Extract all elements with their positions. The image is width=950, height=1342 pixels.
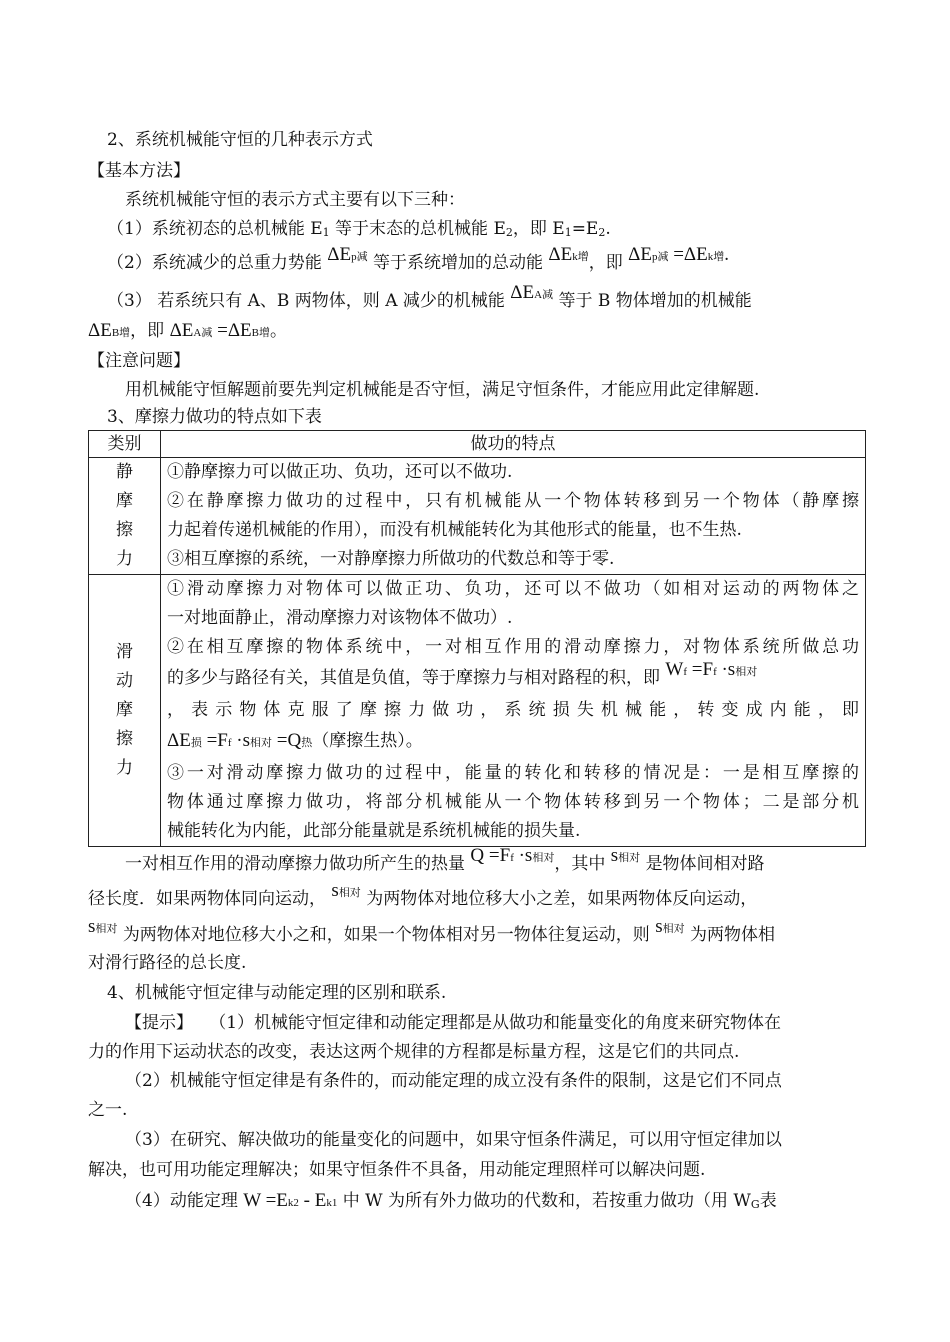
formula-delta-ep-reduce: ΔEp减 xyxy=(327,244,368,265)
formula-delta-ea-reduce: ΔEA减 xyxy=(510,282,554,303)
section-heading-2: 2、系统机械能守恒的几种表示方式 xyxy=(107,130,373,150)
item-3-line1: （3） 若系统只有 A、B 两物体，则 A 减少的机械能 ΔEA减 等于 B 物体增加的机械能 xyxy=(107,282,752,311)
table-row-sliding xyxy=(89,575,866,847)
item-3-line2: ΔEB增，即 ΔEA减 =ΔEB增。 xyxy=(88,320,287,341)
table-header-row xyxy=(89,431,866,458)
tip-line2: 力的作用下运动状态的改变，表达这两个规律的方程都是标量方程，这是它们的共同点. xyxy=(88,1042,740,1062)
item-1: （1）系统初态的总机械能 E1 等于末态的总机械能 E2，即 E1=E2. xyxy=(107,219,611,239)
notice-text: 用机械能守恒解题前要先判定机械能是否守恒，满足守恒条件，才能应用此定律解题. xyxy=(125,380,760,400)
category-static-friction: 静 摩 擦 力 xyxy=(89,458,161,575)
heat-paragraph-line3: s相对 为两物体对地位移大小之和，如果一个物体相对另一物体往复运动，则 s相对 为两物体相 xyxy=(88,916,776,945)
formula-energy-loss: ΔE损 =Ff ·s相对 =Q热 xyxy=(167,730,313,751)
formula-s-rel-1: s相对 xyxy=(610,845,641,866)
formula-kinetic-theorem: W =Ek2 - Ek1 xyxy=(243,1190,338,1211)
static-friction-features: ①静摩擦力可以做正功、负功，还可以不做功. ②在静摩擦力做功的过程中，只有机械能从一个物体转移到另一个物体（静摩擦 力起着传递机械能的作用），而没有机械能转化为其他形式的能量，也不生热. ③相互摩擦的系统，一对静摩擦力所做功的代数总和等于零. xyxy=(161,458,866,575)
heat-paragraph-line1: 一对相互作用的滑动摩擦力做功所产生的热量 Q =Ff ·s相对，其中 s相对 是物体间相对路 xyxy=(125,845,765,874)
formula-delta-eb-inc: ΔEB增 xyxy=(88,320,131,341)
formula-heat: Q =Ff ·s相对 xyxy=(470,845,555,866)
intro-text: 系统机械能守恒的表示方式主要有以下三种： xyxy=(125,190,465,210)
table-row-static xyxy=(89,458,866,575)
formula-wf: Wf =Ff ·s相对 xyxy=(665,659,758,680)
formula-s-rel-4: s相对 xyxy=(655,916,685,937)
formula-s-rel-2: s相对 xyxy=(331,880,361,901)
tip-p3-line1: （3）在研究、解决做功的能量变化的问题中，如果守恒条件满足，可以用守恒定律加以 xyxy=(125,1130,782,1150)
notice-label: 【注意问题】 xyxy=(88,351,190,371)
basic-method-label: 【基本方法】 xyxy=(88,161,190,181)
formula-s-rel-3: s相对 xyxy=(88,916,118,937)
heat-paragraph-line4: 对滑行路径的总长度. xyxy=(88,953,247,973)
formula-delta-ek-inc: ΔEk增 xyxy=(548,244,589,265)
friction-work-table xyxy=(88,430,866,847)
tip-p4-line1: （4）动能定理 W =Ek2 - Ek1 中 W 为所有外力做功的代数和，若按重力做功（用 WG表 xyxy=(125,1190,777,1211)
section-heading-4: 4、机械能守恒定律与动能定理的区别和联系. xyxy=(107,983,447,1003)
formula-conservation-2: ΔEp减 =ΔEk增. xyxy=(628,244,729,265)
sliding-friction-features: ①滑动摩擦力对物体可以做正功、负功，还可以不做功（如相对运动的两物体之 一对地面静止，滑动摩擦力对该物体不做功）. ②在相互摩擦的物体系统中，一对相互作用的滑动摩擦力，对物体系统所做总功 的多少与路径有关，其值是负值，等于摩擦力与相对路程的积，即 Wf =Ff ·s相对 ，表示物体克服了摩擦力做功，系统损失机械能，转变成内能，即 ΔE损 =Ff ·s相对 =Q热（摩擦生热）。 ③一对滑动摩擦力做功的过程中，能量的转化和转移的情况是：一是相互摩擦的 物体通过摩擦力做功，将部分机械能从一个物体转移到另一个物体；二是部分机 械能转化为内能，此部分能量就是系统机械能的损失量. xyxy=(161,575,866,847)
formula-conservation-3: ΔEA减 =ΔEB增 xyxy=(169,320,270,341)
table-header-category: 类别 xyxy=(89,431,161,458)
section-heading-3: 3、摩擦力做功的特点如下表 xyxy=(107,407,322,427)
category-sliding-friction: 滑 动 摩 擦 力 xyxy=(89,575,161,847)
item-2: （2）系统减少的总重力势能 ΔEp减 等于系统增加的总动能 ΔEk增，即 ΔEp减 =ΔEk增. xyxy=(107,244,729,273)
heat-paragraph-line2: 径长度．如果两物体同向运动， s相对 为两物体对地位移大小之差，如果两物体反向运动， xyxy=(88,880,758,909)
tip-line1: 【提示】 （1）机械能守恒定律和动能定理都是从做功和能量变化的角度来研究物体在 xyxy=(125,1013,782,1033)
tip-p2-line1: （2）机械能守恒定律是有条件的，而动能定理的成立没有条件的限制，这是它们不同点 xyxy=(125,1071,782,1091)
tip-p2-line2: 之一. xyxy=(88,1100,128,1120)
table-header-feature: 做功的特点 xyxy=(161,431,866,458)
tip-p3-line2: 解决，也可用功能定理解决；如果守恒条件不具备，用动能定理照样可以解决问题. xyxy=(88,1160,706,1180)
